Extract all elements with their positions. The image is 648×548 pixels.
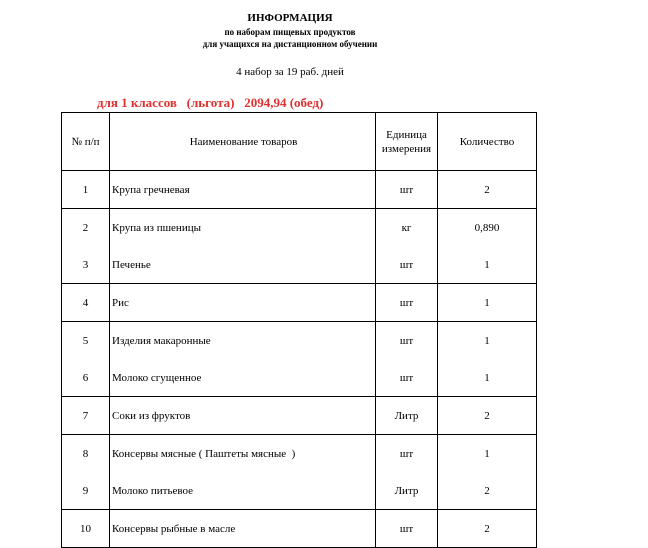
table-row: [62, 435, 537, 473]
row-quantity: 1: [438, 284, 537, 322]
row-unit: шт: [376, 510, 438, 548]
table-row: [62, 472, 537, 510]
row-number: 5: [62, 322, 110, 360]
row-quantity: 0,890: [438, 209, 537, 247]
table-row: [62, 246, 537, 284]
row-unit: Литр: [376, 472, 438, 510]
table-row: [62, 359, 537, 397]
row-number: 1: [62, 171, 110, 209]
goods-table: [61, 112, 537, 548]
table-row: [62, 171, 537, 209]
row-unit: шт: [376, 284, 438, 322]
row-name: Изделия макаронные: [110, 322, 376, 360]
table-row: [62, 322, 537, 360]
row-quantity: 2: [438, 171, 537, 209]
row-unit: шт: [376, 171, 438, 209]
class-benefit-line: для 1 классов (льгота) 2094,94 (обед): [97, 95, 324, 110]
row-name: Крупа из пшеницы: [110, 209, 376, 247]
row-name: Соки из фруктов: [110, 397, 376, 435]
row-number: 10: [62, 510, 110, 548]
row-name: Печенье: [110, 246, 376, 284]
row-quantity: 1: [438, 435, 537, 473]
row-quantity: 2: [438, 472, 537, 510]
row-number: 7: [62, 397, 110, 435]
row-quantity: 1: [438, 322, 537, 360]
row-name: Молоко питьевое: [110, 472, 376, 510]
document-subtitle-line-2: для учащихся на дистанционном обучении: [202, 39, 378, 49]
column-header-quantity: Количество: [438, 113, 537, 171]
table-row: [62, 510, 537, 548]
document-subtitle-line-1: по наборам пищевых продуктов: [224, 27, 356, 37]
row-quantity: 1: [438, 246, 537, 284]
table-header-row: [62, 113, 537, 171]
row-unit: шт: [376, 359, 438, 397]
row-number: 8: [62, 435, 110, 473]
row-unit: Литр: [376, 397, 438, 435]
row-quantity: 2: [438, 510, 537, 548]
column-header-unit: Единица измерения: [376, 113, 438, 171]
row-quantity: 2: [438, 397, 537, 435]
row-unit: кг: [376, 209, 438, 247]
column-header-number: № п/п: [62, 113, 110, 171]
row-unit: шт: [376, 246, 438, 284]
table-row: [62, 284, 537, 322]
table-row: [62, 209, 537, 247]
row-unit: шт: [376, 435, 438, 473]
column-header-name: Наименование товаров: [110, 113, 376, 171]
row-name: Консервы мясные ( Паштеты мясные ): [110, 435, 376, 473]
row-number: 2: [62, 209, 110, 247]
row-number: 6: [62, 359, 110, 397]
row-number: 9: [62, 472, 110, 510]
table-row: [62, 397, 537, 435]
row-name: Крупа гречневая: [110, 171, 376, 209]
row-name: Молоко сгущенное: [110, 359, 376, 397]
row-unit: шт: [376, 322, 438, 360]
set-info: 4 набор за 19 раб. дней: [236, 66, 344, 78]
row-name: Консервы рыбные в масле: [110, 510, 376, 548]
row-number: 4: [62, 284, 110, 322]
document-title: ИНФОРМАЦИЯ: [247, 12, 333, 24]
row-number: 3: [62, 246, 110, 284]
row-quantity: 1: [438, 359, 537, 397]
row-name: Рис: [110, 284, 376, 322]
